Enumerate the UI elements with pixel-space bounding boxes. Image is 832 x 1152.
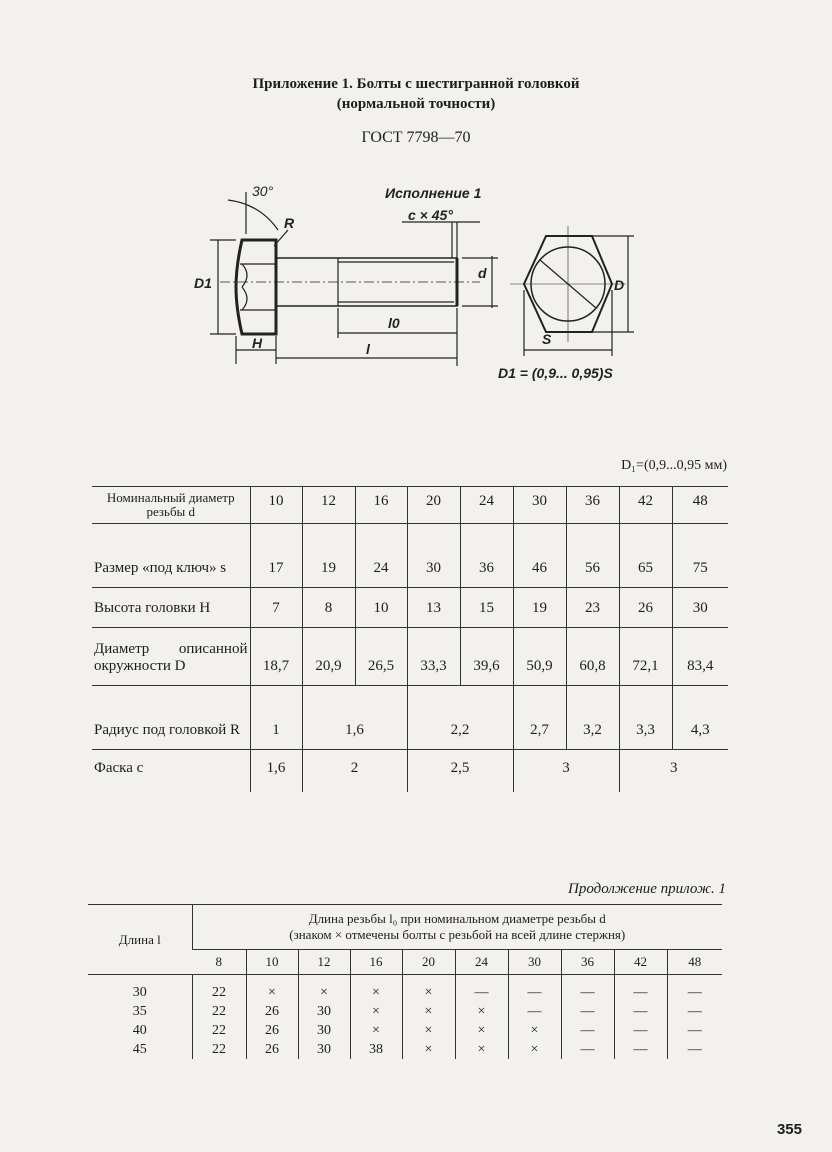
diameter-cell: 10 [246,950,298,975]
value-cell: 22 [192,1021,246,1040]
value-cell: 19 [513,588,566,628]
value-cell: × [350,1002,402,1021]
value-cell: — [667,1021,722,1040]
table-row [88,1021,722,1040]
diameter-cell: 20 [407,487,460,524]
value-cell: 2,5 [407,750,513,792]
diameter-cell: 36 [561,950,614,975]
value-cell: — [667,1002,722,1021]
table-row [88,1002,722,1021]
diameter-cell: 30 [508,950,561,975]
value-cell: 26 [246,1002,298,1021]
value-cell: 8 [302,588,355,628]
variant-label: Исполнение 1 [385,185,482,201]
value-cell: × [402,975,455,1003]
length-cell: 40 [132,1023,147,1038]
value-cell: — [561,1021,614,1040]
value-cell: 15 [460,588,513,628]
value-cell: × [402,1040,455,1059]
value-cell: × [350,975,402,1003]
head-radius-row [92,686,728,750]
row-label: Размер «под ключ» s [92,524,250,588]
diameter-cell: 10 [250,487,302,524]
value-cell: 46 [513,524,566,588]
diameter-cell: 24 [460,487,513,524]
radius-label: R [284,215,295,231]
value-cell: — [508,975,561,1003]
value-cell: × [350,1021,402,1040]
value-cell: 1,6 [250,750,302,792]
formula-label: D1 = (0,9... 0,95)S [498,365,613,381]
value-cell: × [402,1002,455,1021]
l-label: l [366,341,370,357]
value-cell: 19 [302,524,355,588]
thread-header-row [88,905,722,950]
thread-header [192,905,722,950]
value-cell: 60,8 [566,628,619,686]
value-cell: 2,2 [407,686,513,750]
value-cell: 13 [407,588,460,628]
length-cell: 45 [132,1042,147,1057]
value-cell: — [561,1040,614,1059]
value-cell: 75 [672,524,728,588]
value-cell: — [455,975,508,1003]
value-cell: — [614,1021,667,1040]
value-cell: 38 [350,1040,402,1059]
row-label: Радиус под головкой R [92,686,250,750]
thread-header-line2: (знаком × отмечены болты с резьбой на всей длине стержня) [289,927,626,942]
value-cell: 30 [298,1002,350,1021]
value-cell: 30 [298,1021,350,1040]
value-cell: × [455,1040,508,1059]
value-cell: 39,6 [460,628,513,686]
value-cell: 2 [302,750,407,792]
page-title: Приложение 1. Болты с шестигранной головкой [252,76,580,92]
value-cell: — [614,1002,667,1021]
chamfer-row [92,750,728,792]
bolt-drawing [180,178,650,388]
value-cell: — [667,1040,722,1059]
diameter-cell: 42 [619,487,672,524]
value-cell: × [508,1021,561,1040]
dimensions-table [92,486,728,792]
length-header: Длина l [88,905,192,975]
value-cell: 3 [513,750,619,792]
value-cell: 26 [246,1040,298,1059]
value-cell: 4,3 [672,686,728,750]
d-label: d [478,265,487,281]
wrench-size-row [92,524,728,588]
continuation-title: Продолжение прилож. 1 [568,881,726,897]
diameter-cell: 30 [513,487,566,524]
standard-code: ГОСТ 7798—70 [361,129,471,146]
diameter-cell: 12 [302,487,355,524]
page-number: 355 [776,1121,802,1138]
value-cell: 3 [619,750,728,792]
s-label: S [542,331,552,347]
value-cell: 30 [298,1040,350,1059]
diameter-cell: 16 [350,950,402,975]
diameter-cell: 8 [192,950,246,975]
value-cell: — [508,1002,561,1021]
diameter-cell: 24 [455,950,508,975]
value-cell: 20,9 [302,628,355,686]
chamfer-label: c × 45° [408,207,453,223]
value-cell: 1 [250,686,302,750]
value-cell: × [402,1021,455,1040]
diameter-cell: 20 [402,950,455,975]
value-cell: — [561,1002,614,1021]
value-cell: — [614,975,667,1003]
value-cell: × [455,1002,508,1021]
value-cell: × [246,975,298,1003]
table-row [88,1040,722,1059]
value-cell: — [614,1040,667,1059]
thread-length-table [88,904,722,1059]
diameter-cell: 48 [672,487,728,524]
l0-label: l0 [388,315,400,331]
length-cell: 35 [132,1004,147,1019]
value-cell: 26 [619,588,672,628]
thread-header-line1: Длина резьбы l₀ при номинальном диаметре резьбы d [308,911,606,926]
diameter-cell: 48 [667,950,722,975]
value-cell: 2,7 [513,686,566,750]
value-cell: 30 [672,588,728,628]
value-cell: × [298,975,350,1003]
d1-note: D₁=(0,9...0,95 мм) [621,458,727,473]
value-cell: 7 [250,588,302,628]
value-cell: 65 [619,524,672,588]
diameter-cell: 12 [298,950,350,975]
value-cell: 10 [355,588,407,628]
value-cell: 36 [460,524,513,588]
value-cell: 22 [192,1040,246,1059]
value-cell: 26 [246,1021,298,1040]
value-cell: 72,1 [619,628,672,686]
diameter-cell: 16 [355,487,407,524]
value-cell: 1,6 [302,686,407,750]
head-height-row [92,588,728,628]
value-cell: 23 [566,588,619,628]
value-cell: 83,4 [672,628,728,686]
value-cell: 22 [192,1002,246,1021]
table-row [88,975,722,1003]
value-cell: 24 [355,524,407,588]
value-cell: — [561,975,614,1003]
value-cell: 3,3 [619,686,672,750]
row-label: Высота головки H [92,588,250,628]
value-cell: 33,3 [407,628,460,686]
d1-label: D1 [194,275,212,291]
big-d-label: D [614,277,625,293]
length-cell: 30 [132,985,147,1000]
value-cell: — [667,975,722,1003]
angle-label: 30° [252,183,274,199]
value-cell: 22 [192,975,246,1003]
diameter-header-label: Номинальный диаметр резьбы d [92,487,250,524]
diameter-cell: 36 [566,487,619,524]
value-cell: 56 [566,524,619,588]
diameter-cell: 42 [614,950,667,975]
value-cell: × [508,1040,561,1059]
value-cell: 30 [407,524,460,588]
circumscribed-diameter-row [92,628,728,686]
row-label: Фаска c [92,750,250,792]
value-cell: 50,9 [513,628,566,686]
h-label: H [252,335,263,351]
value-cell: 18,7 [250,628,302,686]
page-subtitle: (нормальной точности) [336,96,496,112]
value-cell: 3,2 [566,686,619,750]
value-cell: × [455,1021,508,1040]
row-label: Диаметр описанной окружности D [92,628,250,686]
value-cell: 17 [250,524,302,588]
diameter-header-row [92,487,728,524]
value-cell: 26,5 [355,628,407,686]
